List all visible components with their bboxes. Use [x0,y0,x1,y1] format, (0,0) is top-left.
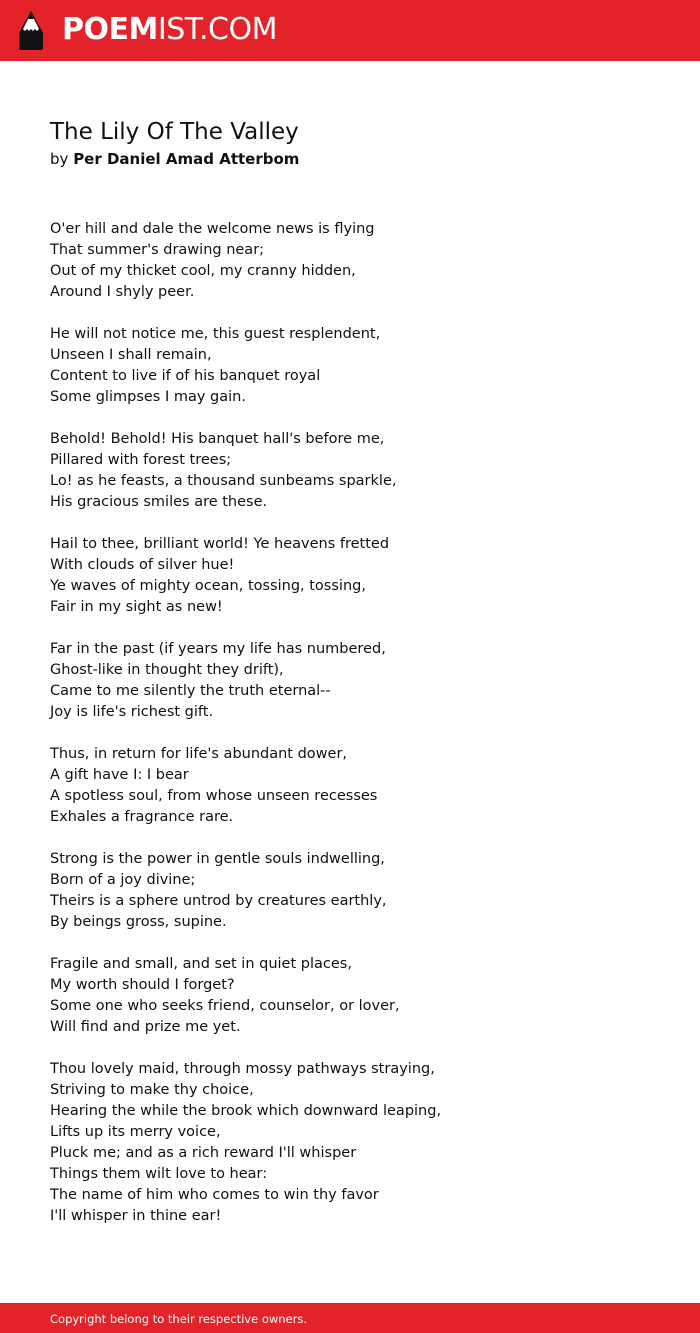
poem-line: Pillared with forest trees; [50,452,232,468]
site-logo[interactable] [62,12,277,48]
poem-line: Behold! Behold! His banquet hall's before me, [50,431,385,447]
poem-line: Joy is life's richest gift. [50,704,214,720]
poem-line: Thou lovely maid, through mossy pathways straying, [50,1061,435,1077]
poem-line: O'er hill and dale the welcome news is flying [50,221,375,237]
brand-light: IST.COM [157,12,277,47]
poem-line: Far in the past (if years my life has numbered, [50,641,386,657]
poem-line: Pluck me; and as a rich reward I'll whisper [50,1145,357,1161]
brand-bold: POEM [62,12,158,47]
stanza [50,429,670,513]
poem-line: Things them wilt love to hear: [50,1166,268,1182]
poem-line: A gift have I: I bear [50,767,189,783]
poem-body [50,219,670,1248]
poem-line: Unseen I shall remain, [50,347,212,363]
poem-line: Content to live if of his banquet royal [50,368,321,384]
poem-line: Thus, in return for life's abundant dower, [50,746,348,762]
copyright-notice: Copyright belong to their respective owners. [50,1312,308,1326]
poem-title: The Lily Of The Valley [50,119,299,145]
poem-line: Will find and prize me yet. [50,1019,241,1035]
poem-line: Striving to make thy choice, [50,1082,254,1098]
stanza [50,639,670,723]
poem-line: Out of my thicket cool, my cranny hidden, [50,263,356,279]
poem-line: By beings gross, supine. [50,914,227,930]
poem-line: That summer's drawing near; [50,242,265,258]
stanza [50,534,670,618]
poem-line: Exhales a fragrance rare. [50,809,234,825]
poem-line: Some glimpses I may gain. [50,389,246,405]
poem-line: Strong is the power in gentle souls indwelling, [50,851,385,867]
poem-line: Hail to thee, brilliant world! Ye heavens fretted [50,536,390,552]
by-label: by [50,150,69,168]
poem-line: Some one who seeks friend, counselor, or lover, [50,998,400,1014]
stanza [50,219,670,303]
poem-line: A spotless soul, from whose unseen recesses [50,788,378,804]
poem-line: The name of him who comes to win thy favor [50,1187,379,1203]
poem-line: Around I shyly peer. [50,284,195,300]
poem-line: Lifts up its merry voice, [50,1124,221,1140]
poem-line: I'll whisper in thine ear! [50,1208,222,1224]
stanza [50,954,670,1038]
stanza [50,849,670,933]
poem-line: He will not notice me, this guest resplendent, [50,326,381,342]
poem-line: Fair in my sight as new! [50,599,223,615]
poem-line: Fragile and small, and set in quiet places, [50,956,352,972]
poem-line: Ghost-like in thought they drift), [50,662,284,678]
site-footer [0,1303,700,1333]
poem-line: My worth should I forget? [50,977,235,993]
pencil-icon[interactable] [18,10,44,51]
byline [50,149,299,169]
poem-line: Ye waves of mighty ocean, tossing, tossing, [50,578,366,594]
site-header [0,0,700,61]
author-name: Per Daniel Amad Atterbom [73,150,300,168]
poem-line: Hearing the while the brook which downward leaping, [50,1103,442,1119]
poem-line: Born of a joy divine; [50,872,196,888]
poem-line: With clouds of silver hue! [50,557,235,573]
poem-line: Came to me silently the truth eternal-- [50,683,331,699]
stanza [50,744,670,828]
stanza [50,1059,670,1227]
poem-line: Lo! as he feasts, a thousand sunbeams sparkle, [50,473,397,489]
poem-line: His gracious smiles are these. [50,494,268,510]
stanza [50,324,670,408]
poem-line: Theirs is a sphere untrod by creatures earthly, [50,893,387,909]
